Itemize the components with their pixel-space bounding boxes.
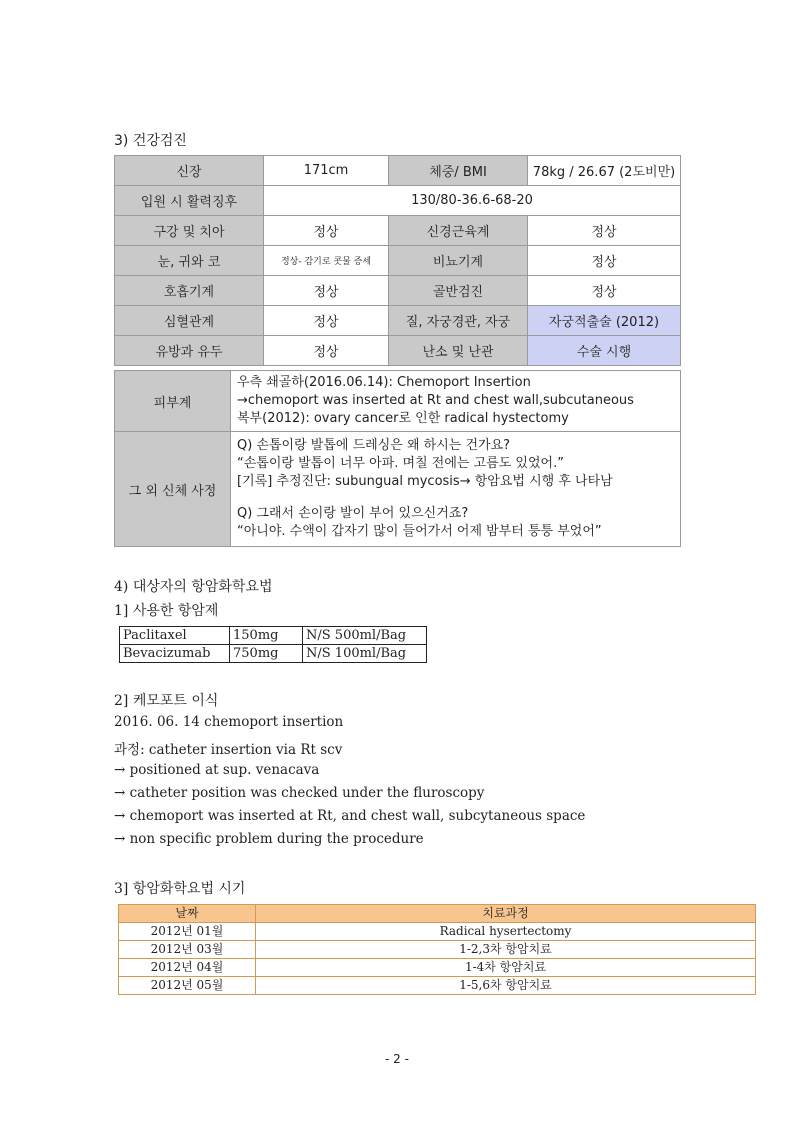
skin-notes	[231, 371, 681, 432]
table-label: 신경근육계	[389, 216, 528, 246]
table-label: 유방과 유두	[115, 336, 264, 366]
subsection-title-schedule: 3] 항암화학요법 시기	[114, 881, 246, 897]
table-cell: 정상	[264, 276, 389, 306]
table-row	[115, 156, 681, 186]
table-label: 호흡기계	[115, 276, 264, 306]
table-cell: 1-2,3차 항암치료	[256, 941, 756, 959]
skin-label: 피부계	[115, 371, 231, 432]
table-cell: 130/80-36.6-68-20	[264, 186, 681, 216]
table-cell: Radical hysertectomy	[256, 923, 756, 941]
table-cell: 정상	[528, 276, 681, 306]
table-cell: 정상	[264, 336, 389, 366]
text-line: Q) 손톱이랑 발톱에 드레싱은 왜 하시는 건가요?	[237, 438, 511, 453]
text-line: → non specific problem during the procedure	[114, 831, 424, 847]
table-cell-highlight: 자궁적출술 (2012)	[528, 306, 681, 336]
text-line: “손톱이랑 발톱이 너무 아파. 며칠 전에는 고름도 있었어.”	[237, 456, 564, 471]
text-line: 2016. 06. 14 chemoport insertion	[114, 714, 344, 730]
table-header: 날짜	[119, 905, 256, 923]
table-row	[119, 959, 756, 977]
table-label: 난소 및 난관	[389, 336, 528, 366]
table-row	[115, 371, 681, 432]
table-cell: 2012년 01월	[119, 923, 256, 941]
text-line: 우측 쇄골하(2016.06.14): Chemoport Insertion	[237, 375, 531, 390]
health-exam-table	[114, 155, 681, 366]
text-line: Q) 그래서 손이랑 발이 부어 있으신거죠?	[237, 506, 469, 521]
table-cell: 150mg	[230, 627, 303, 645]
blank-line	[237, 491, 674, 505]
table-label: 골반검진	[389, 276, 528, 306]
table-header-row	[119, 905, 756, 923]
text-line: →chemoport was inserted at Rt and chest wall,subcutaneous	[237, 393, 634, 408]
table-label: 질, 자궁경관, 자궁	[389, 306, 528, 336]
table-row	[115, 336, 681, 366]
page-number: - 2 -	[385, 1052, 409, 1066]
table-row	[120, 645, 427, 663]
table-cell: 2012년 03월	[119, 941, 256, 959]
subsection-title-chemoport: 2] 케모포트 이식	[114, 693, 219, 709]
table-row	[120, 627, 427, 645]
table-cell: 정상	[528, 246, 681, 276]
text-line: 과정: catheter insertion via Rt scv	[114, 742, 343, 758]
table-cell: 171cm	[264, 156, 389, 186]
physical-assessment-table	[114, 370, 681, 547]
text-line: → catheter position was checked under the fluroscopy	[114, 785, 485, 801]
text-line: “아니야. 수액이 갑자기 많이 들어가서 어제 밤부터 퉁퉁 부었어”	[237, 524, 602, 539]
table-row	[115, 186, 681, 216]
table-cell: 정상	[264, 216, 389, 246]
table-label: 체중/ BMI	[389, 156, 528, 186]
text-line: → positioned at sup. venacava	[114, 762, 320, 778]
table-row	[115, 276, 681, 306]
table-row	[119, 923, 756, 941]
table-cell: Bevacizumab	[120, 645, 230, 663]
table-label: 신장	[115, 156, 264, 186]
table-cell: N/S 500ml/Bag	[303, 627, 427, 645]
table-label: 구강 및 치아	[115, 216, 264, 246]
table-row	[115, 216, 681, 246]
table-cell: N/S 100ml/Bag	[303, 645, 427, 663]
table-cell: 750mg	[230, 645, 303, 663]
table-cell: 1-4차 항암치료	[256, 959, 756, 977]
table-cell: 정상- 감기로 콧물 증세	[264, 246, 389, 276]
section-title-health-exam: 3) 건강검진	[114, 133, 187, 149]
table-cell: 정상	[264, 306, 389, 336]
table-label: 눈, 귀와 코	[115, 246, 264, 276]
text-line: → chemoport was inserted at Rt, and chest wall, subcytaneous space	[114, 808, 586, 824]
table-cell: 1-5,6차 항암치료	[256, 977, 756, 995]
table-cell: 78kg / 26.67 (2도비만)	[528, 156, 681, 186]
table-label: 비뇨기계	[389, 246, 528, 276]
table-header: 치료과정	[256, 905, 756, 923]
table-cell: 2012년 04월	[119, 959, 256, 977]
table-label: 심혈관계	[115, 306, 264, 336]
table-row	[115, 432, 681, 547]
other-exam-notes	[231, 432, 681, 547]
table-row	[115, 306, 681, 336]
table-cell: 2012년 05월	[119, 977, 256, 995]
other-exam-label: 그 외 신체 사정	[115, 432, 231, 547]
table-cell: Paclitaxel	[120, 627, 230, 645]
text-line: [기록] 추정진단: subungual mycosis→ 항암요법 시행 후 나타남	[237, 474, 613, 489]
table-row	[119, 941, 756, 959]
table-label: 입원 시 활력징후	[115, 186, 264, 216]
subsection-title-drugs: 1] 사용한 항암제	[114, 603, 219, 619]
chemo-schedule-table	[118, 904, 756, 995]
drug-table	[119, 626, 427, 663]
table-row	[115, 246, 681, 276]
table-cell: 정상	[528, 216, 681, 246]
section-title-chemotherapy: 4) 대상자의 항암화학요법	[114, 579, 273, 595]
table-row	[119, 977, 756, 995]
table-cell-highlight: 수술 시행	[528, 336, 681, 366]
text-line: 복부(2012): ovary cancer로 인한 radical hystectomy	[237, 411, 569, 426]
